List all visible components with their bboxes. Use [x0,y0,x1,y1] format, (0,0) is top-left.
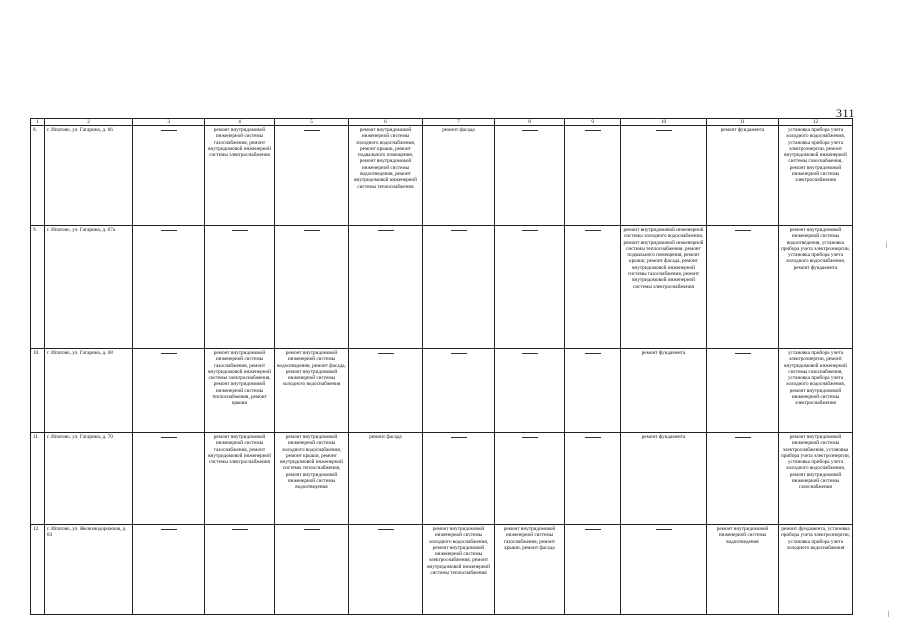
empty-dash-cell [621,126,707,226]
column-header-11: 11 [707,119,779,126]
dash-mark [522,230,538,231]
margin-mark [886,242,887,248]
dash-mark [161,437,177,438]
dash-mark [735,353,751,354]
row-number: 12. [31,525,45,615]
works-cell: установка прибора учета холодного водоснабжения, установка прибора учета электроэнергии, ремонт внутридомовой инженерной системы газоснабжения, ремонт внутридомовой инженерной системы электроснабжения [779,126,853,226]
empty-dash-cell [565,433,621,525]
table-row [31,349,853,433]
table-row [31,525,853,615]
address-cell: г. Ипатово, ул. Гагарина, д. 70 [45,433,133,525]
column-header-5: 5 [275,119,349,126]
dash-mark [451,437,467,438]
works-cell: ремонт фундамента, установка прибора учета электроэнергии, установка прибора учета холодного водоснабжения [779,525,853,615]
address-cell: г. Ипатово, ул. Гагарина, д. 67а [45,226,133,349]
dash-mark [451,230,467,231]
works-cell: ремонт фундамента [621,349,707,433]
column-header-7: 7 [423,119,495,126]
empty-dash-cell [275,226,349,349]
row-number: 11. [31,433,45,525]
table-row [31,226,853,349]
column-header-8: 8 [495,119,565,126]
dash-mark [585,130,601,131]
works-cell: ремонт внутридомовой инженерной системы холодного водоснабжения, ремонт крыши, ремонт подвального помещения, ремонт внутридомовой инженерной системы водоотведения, ремонт внутридомовой инженерной системы теплоснабжения [349,126,423,226]
dash-mark [522,437,538,438]
works-cell: ремонт внутридомовой инженерной системы газоснабжения, ремонт крыши, ремонт фасада [495,525,565,615]
dash-mark [585,437,601,438]
empty-dash-cell [495,433,565,525]
page-number: 311 [836,106,856,120]
works-cell: ремонт внутридомовой инженерной системы водоотведения, ремонт фасада, ремонт внутридомовой инженерной системы холодного водоснабжения [275,349,349,433]
dash-mark [304,130,320,131]
works-cell: ремонт фасада [423,126,495,226]
dash-mark [378,230,394,231]
dash-mark [304,529,320,530]
column-header-4: 4 [205,119,275,126]
empty-dash-cell [707,226,779,349]
table-row [31,126,853,226]
dash-mark [451,353,467,354]
empty-dash-cell [275,126,349,226]
column-header-12: 12 [779,119,853,126]
dash-mark [735,230,751,231]
dash-mark [735,437,751,438]
dash-mark [161,230,177,231]
margin-mark [888,611,889,617]
address-cell: г. Ипатово, ул. Железнодорожная, д. 83 [45,525,133,615]
dash-mark [378,529,394,530]
empty-dash-cell [621,525,707,615]
empty-dash-cell [423,433,495,525]
empty-dash-cell [565,126,621,226]
table-row [31,433,853,525]
column-header-2: 2 [45,119,133,126]
row-number: 8. [31,126,45,226]
empty-dash-cell [495,349,565,433]
works-cell: ремонт фундамента [621,433,707,525]
dash-mark [304,230,320,231]
empty-dash-cell [707,349,779,433]
works-cell: ремонт внутридомовой инженерной системы холодного водоснабжения, ремонт крыши, ремонт внутридомовой инженерной системы теплоснабжения, ремонт внутридомовой инженерной системы водоотведения [275,433,349,525]
empty-dash-cell [495,226,565,349]
column-header-10: 10 [621,119,707,126]
address-cell: г. Ипатово, ул. Гагарина, д. 68 [45,349,133,433]
empty-dash-cell [423,349,495,433]
dash-mark [232,230,248,231]
empty-dash-cell [565,226,621,349]
column-number-row [31,119,853,126]
empty-dash-cell [349,226,423,349]
dash-mark [522,130,538,131]
works-cell: установка прибора учета электроэнергии, ремонт внутридомовой инженерной системы газоснабжения, установка прибора учета холодного водоснабжения, ремонт внутридомовой инженерной системы электроснабжения [779,349,853,433]
dash-mark [585,529,601,530]
works-cell: ремонт внутридомовой инженерной системы водоотведения, установка прибора учета электроэнергии, установка прибора учета холодного водоснабжения, ремонт фундамента [779,226,853,349]
column-header-9: 9 [565,119,621,126]
works-cell: ремонт фасада [349,433,423,525]
empty-dash-cell [133,226,205,349]
empty-dash-cell [349,525,423,615]
column-header-3: 3 [133,119,205,126]
works-cell: ремонт внутридомовой инженерной системы холодного водоснабжения, ремонт внутридомовой инженерной системы электроснабжения, ремонт внутридомовой инженерной системы теплоснабжения [423,525,495,615]
dash-mark [161,130,177,131]
works-cell: ремонт внутридомовой инженерной системы газоснабжения, ремонт внутридомовой инженерной системы электроснабжения, ремонт внутридомовой инженерной системы теплоснабжения, ремонт крыши [205,349,275,433]
works-cell: ремонт фундамента [707,126,779,226]
empty-dash-cell [133,126,205,226]
works-cell: ремонт внутридомовой инженерной системы электроснабжения, установка прибора учета электроэнергии, установка прибора учета холодного водоснабжения, ремонт внутридомовой инженерной системы газоснабжения [779,433,853,525]
empty-dash-cell [205,226,275,349]
empty-dash-cell [133,349,205,433]
dash-mark [232,529,248,530]
works-cell: ремонт внутридомовой инженерной системы холодного водоснабжения, ремонт внутридомовой инженерной системы теплоснабжения, ремонт подвального помещения, ремонт крыши, ремонт фасада, ремонт внутридомовой инженерной системы газоснабжения, ремонт внутридомовой инженерной системы электроснабжения [621,226,707,349]
empty-dash-cell [495,126,565,226]
dash-mark [585,230,601,231]
works-cell: ремонт внутридомовой инженерной системы газоснабжения, ремонт внутридомовой инженерной системы электроснабжения [205,126,275,226]
dash-mark [656,130,672,131]
empty-dash-cell [133,525,205,615]
dash-mark [585,353,601,354]
empty-dash-cell [565,349,621,433]
dash-mark [161,529,177,530]
empty-dash-cell [423,226,495,349]
empty-dash-cell [205,525,275,615]
dash-mark [522,353,538,354]
row-number: 9. [31,226,45,349]
dash-mark [378,353,394,354]
dash-mark [161,353,177,354]
empty-dash-cell [349,349,423,433]
empty-dash-cell [275,525,349,615]
repair-schedule-table [30,118,853,615]
row-number: 10. [31,349,45,433]
works-cell: ремонт внутридомовой инженерной системы водоотведения [707,525,779,615]
column-header-6: 6 [349,119,423,126]
column-header-1: 1 [31,119,45,126]
empty-dash-cell [707,433,779,525]
empty-dash-cell [133,433,205,525]
dash-mark [656,529,672,530]
address-cell: г. Ипатово, ул. Гагарина, д. 66 [45,126,133,226]
works-cell: ремонт внутридомовой инженерной системы газоснабжения, ремонт внутридомовой инженерной системы электроснабжения [205,433,275,525]
empty-dash-cell [565,525,621,615]
